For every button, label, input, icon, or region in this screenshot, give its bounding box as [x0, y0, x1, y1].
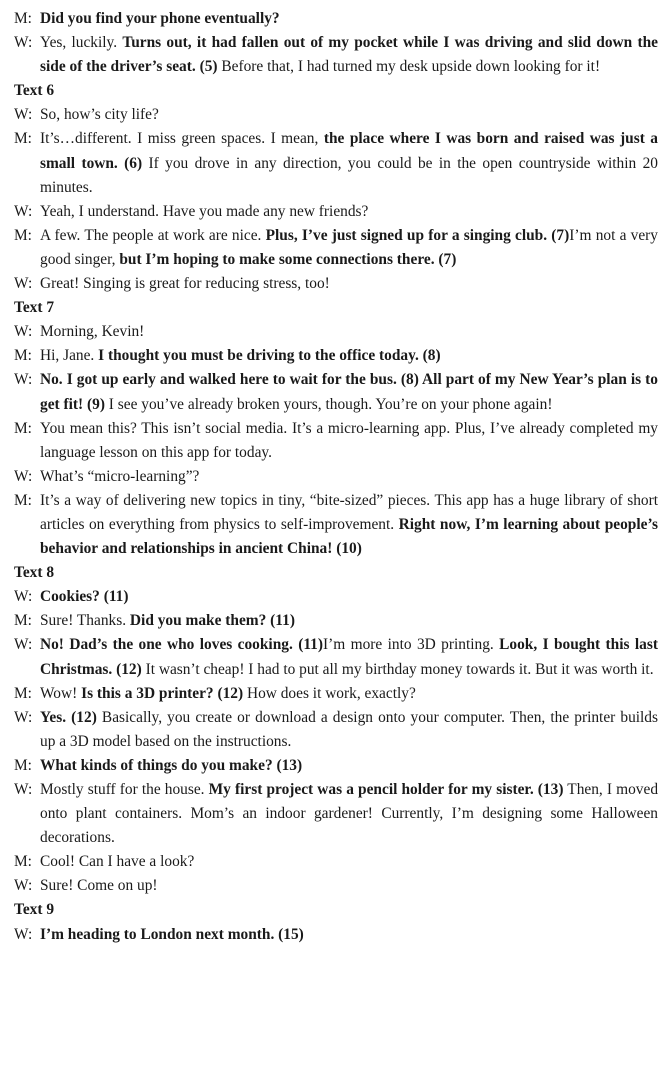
speaker-label: W: — [14, 106, 33, 124]
dialogue-line — [14, 754, 658, 778]
answer-cue-text: No. I got up early and walked here to wait for the bus. (8) All part of my New Year’s plan is to get fit! (9) — [40, 371, 658, 413]
section-heading: Text 6 — [14, 82, 55, 100]
dialogue-text — [40, 682, 658, 706]
dialogue-line — [14, 778, 658, 850]
dialogue-line — [14, 609, 658, 633]
dialogue-line — [14, 200, 658, 224]
speaker-label: W: — [14, 781, 33, 798]
speaker-label: W: — [14, 467, 33, 485]
plain-text: I’m more into 3D printing. — [323, 636, 500, 654]
plain-text: I’m not a very good singer, — [40, 226, 658, 268]
plain-text: Morning, Kevin! — [40, 323, 145, 341]
section-heading: Text 7 — [14, 299, 55, 317]
section-heading: Text 8 — [14, 564, 55, 582]
dialogue-text — [40, 224, 658, 272]
dialogue-text — [40, 706, 658, 754]
speaker-label: M: — [14, 756, 32, 774]
dialogue-text — [40, 465, 658, 489]
plain-text: How does it work, exactly? — [243, 684, 416, 702]
dialogue-text — [40, 344, 658, 368]
speaker-label: M: — [14, 130, 32, 148]
plain-text: If you drove in any direction, you could be in the open countryside within 20 minutes. — [40, 154, 658, 196]
dialogue-text — [40, 200, 658, 224]
plain-text: Mostly stuff for the house. — [40, 781, 209, 798]
speaker-label: W: — [14, 877, 33, 895]
dialogue-line — [14, 127, 658, 199]
answer-cue-text: the place where I was born and raised was just a small town. (6) — [40, 130, 658, 172]
dialogue-line — [14, 682, 658, 706]
dialogue-line — [14, 272, 658, 296]
dialogue-text — [40, 850, 658, 874]
dialogue-text — [40, 633, 658, 681]
answer-cue-text: Did you make them? (11) — [129, 612, 295, 630]
plain-text: Great! Singing is great for reducing stress, too! — [40, 275, 330, 293]
dialogue-line — [14, 489, 658, 561]
speaker-label: M: — [14, 226, 32, 244]
dialogue-text — [40, 31, 658, 79]
speaker-label: M: — [14, 612, 32, 630]
dialogue-line — [14, 633, 658, 681]
plain-text: Yes, luckily. — [40, 34, 123, 52]
speaker-label: W: — [14, 636, 33, 654]
plain-text: Cool! Can I have a look? — [40, 853, 195, 871]
answer-cue-text: My first project was a pencil holder for my sister. (13) — [208, 781, 564, 798]
speaker-label: W: — [14, 323, 33, 341]
dialogue-line — [14, 7, 658, 31]
speaker-label: W: — [14, 34, 33, 52]
dialogue-line — [14, 706, 658, 754]
plain-text: Basically, you create or download a design onto your computer. Then, the printer builds up a 3D model based on the instructions. — [40, 708, 658, 750]
answer-cue-text: Right now, I’m learning about people’s behavior and relationships in ancient China! (10) — [40, 515, 658, 558]
speaker-label: W: — [14, 588, 33, 606]
dialogue-text — [40, 874, 658, 898]
plain-text: I see you’ve already broken yours, though. You’re on your phone again! — [104, 395, 553, 413]
answer-cue-text: Plus, I’ve just signed up for a singing club. (7) — [265, 226, 570, 244]
speaker-label: M: — [14, 347, 32, 365]
plain-text: A few. The people at work are nice. — [40, 226, 266, 244]
dialogue-line — [14, 874, 658, 898]
plain-text: Before that, I had turned my desk upside down looking for it! — [217, 58, 601, 76]
dialogue-text — [40, 368, 658, 416]
answer-cue-text: Is this a 3D printer? (12) — [81, 684, 244, 702]
answer-cue-text: Look, I bought this last Christmas. (12) — [40, 636, 658, 678]
plain-text: So, how’s city life? — [40, 106, 159, 124]
answer-cue-text: but I’m hoping to make some connections there. (7) — [119, 250, 457, 268]
answer-cue-text: No! Dad’s the one who loves cooking. (11) — [40, 636, 323, 654]
dialogue-line — [14, 465, 658, 489]
dialogue-text — [40, 609, 658, 633]
speaker-label: W: — [14, 275, 33, 293]
plain-text: Hi, Jane. — [40, 347, 99, 365]
dialogue-text — [40, 103, 658, 127]
dialogue-line — [14, 31, 658, 79]
speaker-label: M: — [14, 853, 32, 871]
plain-text: Yeah, I understand. Have you made any new friends? — [40, 202, 369, 220]
speaker-label: W: — [14, 202, 33, 220]
dialogue-text — [40, 489, 658, 561]
answer-cue-text: Did you find your phone eventually? — [40, 10, 280, 27]
dialogue-text — [40, 923, 658, 947]
dialogue-text — [40, 320, 658, 344]
answer-cue-text: I’m heading to London next month. (15) — [40, 925, 304, 943]
dialogue-line — [14, 103, 658, 127]
speaker-label: M: — [14, 419, 32, 437]
dialogue-line — [14, 585, 658, 609]
speaker-label: W: — [14, 371, 33, 389]
plain-text: It’s a way of delivering new topics in tiny, “bite-sized” pieces. This app has a huge library of short articles on everything from physics to self-improvement. — [40, 491, 658, 533]
plain-text: What’s “micro-learning”? — [40, 467, 200, 485]
dialogue-line — [14, 368, 658, 416]
answer-cue-text: What kinds of things do you make? (13) — [40, 756, 303, 774]
section-heading: Text 9 — [14, 901, 55, 919]
dialogue-line — [14, 224, 658, 272]
dialogue-text — [40, 7, 658, 31]
answer-cue-text: Yes. (12) — [40, 708, 97, 726]
plain-text: Then, I moved onto plant containers. Mom’s an indoor gardener! Currently, I’m designing some Halloween decorations. — [40, 781, 659, 847]
dialogue-text — [40, 754, 658, 778]
dialogue-text — [40, 585, 658, 609]
speaker-label: M: — [14, 684, 32, 702]
speaker-label: W: — [14, 925, 33, 943]
dialogue-text — [40, 272, 658, 296]
dialogue-line — [14, 320, 658, 344]
speaker-label: W: — [14, 708, 33, 726]
plain-text: It wasn’t cheap! I had to put all my birthday money towards it. But it was worth it. — [141, 660, 654, 678]
answer-cue-text: Turns out, it had fallen out of my pocket while I was driving and slid down the side of the driver’s seat. (5) — [40, 34, 659, 76]
dialogue-text — [40, 778, 658, 850]
dialogue-line — [14, 850, 658, 874]
speaker-label: M: — [14, 10, 32, 27]
plain-text: Sure! Come on up! — [40, 877, 158, 895]
plain-text: You mean this? This isn’t social media. It’s a micro-learning app. Plus, I’ve already completed my language lesson on this app for today. — [40, 419, 658, 461]
plain-text: It’s…different. I miss green spaces. I mean, — [40, 130, 324, 148]
plain-text: Wow! — [40, 684, 82, 702]
answer-cue-text: Cookies? (11) — [40, 588, 129, 606]
dialogue-line — [14, 417, 658, 465]
dialogue-line — [14, 923, 658, 947]
answer-cue-text: I thought you must be driving to the office today. (8) — [98, 347, 441, 365]
dialogue-line — [14, 344, 658, 368]
speaker-label: M: — [14, 491, 32, 509]
dialogue-text — [40, 417, 658, 465]
dialogue-text — [40, 127, 658, 199]
plain-text: Sure! Thanks. — [40, 612, 130, 630]
